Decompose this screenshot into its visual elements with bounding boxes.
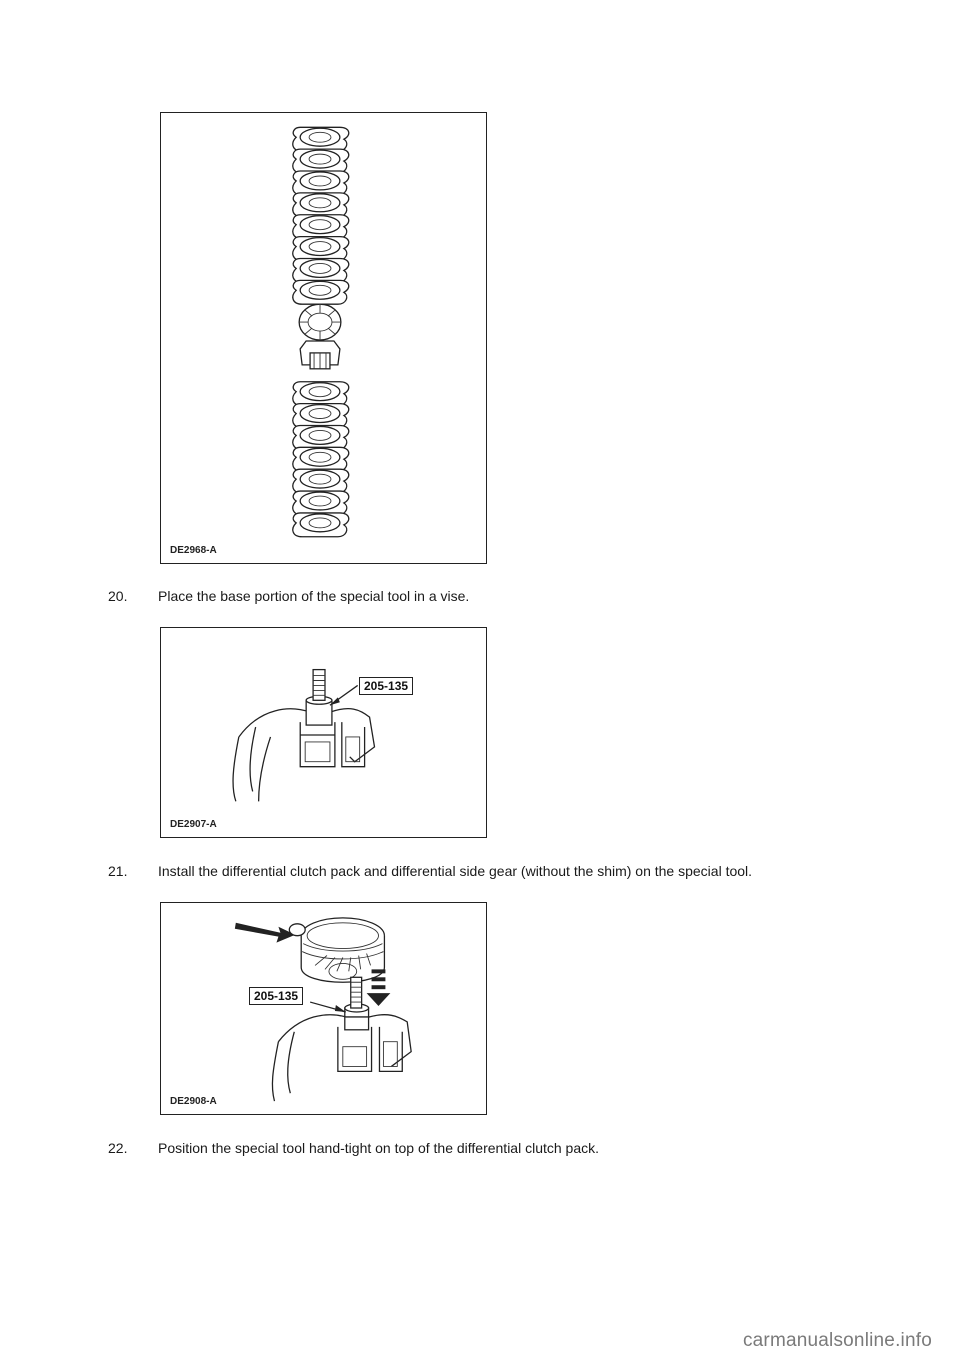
clutch-disc-drawing <box>293 447 349 471</box>
clutch-disc-drawing <box>293 404 349 428</box>
clutch-disc-drawing <box>293 127 349 151</box>
clutch-disc-drawing <box>293 425 349 449</box>
figure-code: DE2908-A <box>170 1096 217 1107</box>
step-20 <box>108 587 908 605</box>
clutch-disc-drawing <box>293 258 349 282</box>
tool-number-callout: 205-135 <box>359 677 413 695</box>
figure-code: DE2907-A <box>170 819 217 830</box>
install-clutch-pack-illustration <box>161 903 486 1114</box>
figure-clutch-pack-exploded <box>160 112 487 564</box>
side-gear-drawing <box>299 304 341 340</box>
clutch-disc-drawing <box>293 491 349 515</box>
tool-base-illustration <box>161 628 486 837</box>
clutch-disc-drawing <box>293 513 349 537</box>
clutch-disc-drawing <box>293 469 349 493</box>
step-22 <box>108 1139 908 1157</box>
step-number: 22. <box>108 1140 128 1156</box>
step-number: 21. <box>108 863 128 879</box>
side-gear-hub-drawing <box>300 341 340 369</box>
step-text: Install the differential clutch pack and differential side gear (without the shim) on the special tool. <box>158 863 753 879</box>
tool-number-callout: 205-135 <box>249 987 303 1005</box>
step-text: Position the special tool hand-tight on top of the differential clutch pack. <box>158 1140 600 1156</box>
clutch-disc-drawing <box>293 171 349 195</box>
clutch-disc-drawing <box>293 193 349 217</box>
clutch-pack-illustration <box>161 113 486 563</box>
clutch-disc-drawing <box>293 280 349 304</box>
figure-tool-base-in-vise <box>160 627 487 838</box>
figure-install-clutch-pack <box>160 902 487 1115</box>
clutch-disc-drawing <box>293 149 349 173</box>
step-21 <box>108 862 908 880</box>
clutch-disc-drawing <box>293 382 349 406</box>
step-number: 20. <box>108 588 128 604</box>
figure-code: DE2968-A <box>170 545 217 556</box>
clutch-disc-drawing <box>293 237 349 261</box>
clutch-disc-drawing <box>293 215 349 239</box>
watermark: carmanualsonline.info <box>742 1330 932 1351</box>
step-text: Place the base portion of the special tool in a vise. <box>158 588 470 604</box>
